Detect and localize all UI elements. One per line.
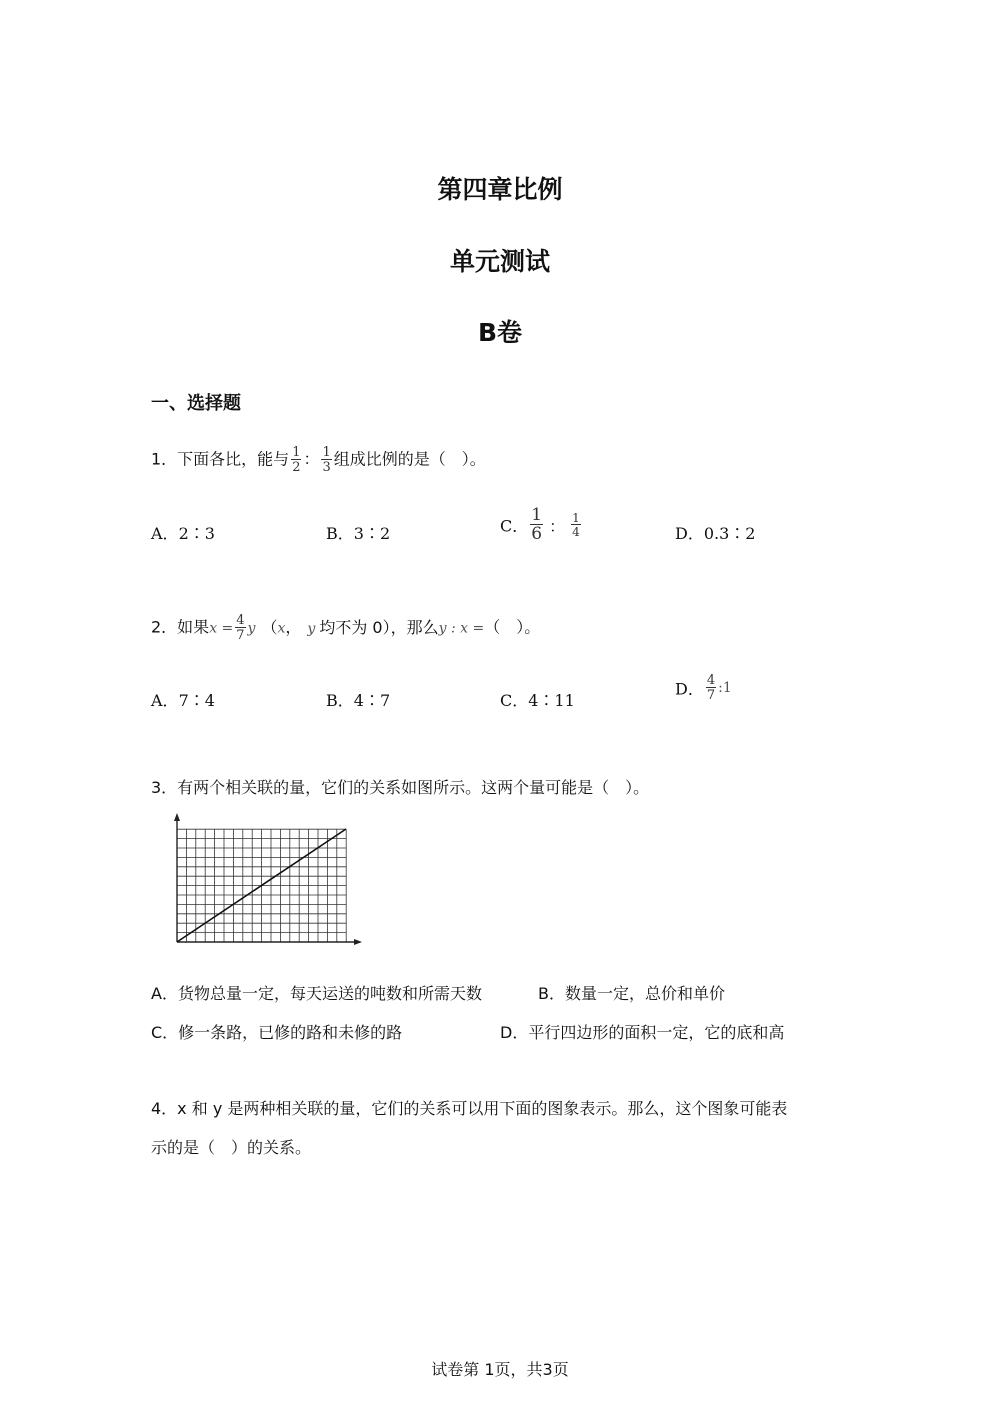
question-2-mid: 均不为 0），那么	[319, 617, 439, 637]
x-axis-arrow	[354, 939, 362, 945]
q1-option-b[interactable]: B．3∶2	[326, 524, 391, 543]
q1-option-d[interactable]: D．0.3∶2	[675, 524, 756, 543]
page-subtitle: 单元测试	[449, 247, 550, 276]
paper-version: B卷	[477, 318, 523, 347]
question-2: 2．如果x = $\frac{4}{7}$ y （x， y 均不为 0），那么y : x =（ ）。	[151, 613, 541, 643]
page-footer: 试卷第 1页，共3页	[431, 1360, 569, 1379]
section-heading: 一、选择题	[151, 393, 241, 414]
q3-option-c[interactable]: C．修一条路，已修的路和未修的路	[151, 1023, 403, 1042]
q1-option-c[interactable]: C． $\frac{1}{6}$ ： $\frac{1}{4}$	[500, 505, 580, 544]
math-var-x: x	[277, 620, 286, 637]
q3-option-a[interactable]: A．货物总量一定，每天运送的吨数和所需天数	[151, 984, 482, 1003]
question-4-line-1: 4．x 和 y 是两种相关联的量，它们的关系可以用下面的图象表示。那么，这个图象可能表	[151, 1099, 788, 1118]
ratio-colon: ：	[303, 449, 320, 469]
q3-option-b[interactable]: B．数量一定，总价和单价	[538, 984, 725, 1003]
question-3: 3．有两个相关联的量，它们的关系如图所示。这两个量可能是（ ）。	[151, 778, 650, 797]
y-axis-arrow	[174, 813, 180, 821]
math-y: y	[247, 620, 256, 637]
fraction: $\frac{4}{7}$	[236, 613, 245, 643]
q2-option-c[interactable]: C．4∶11	[500, 691, 575, 710]
fraction: $\frac{4}{7}$	[706, 673, 716, 703]
question-2-suffix: （ ）。	[484, 617, 541, 637]
q2-option-a[interactable]: A．7∶4	[151, 691, 215, 710]
fraction: $\frac{1}{4}$	[572, 511, 580, 539]
fraction: $\frac{1}{2}$	[292, 445, 301, 475]
question-1-prefix: 1．下面各比，能与	[151, 449, 290, 469]
question-1-suffix: 组成比例的是（ ）。	[333, 449, 486, 469]
q2-option-d[interactable]: D． $\frac{4}{7}$ :1	[675, 673, 732, 703]
q1-option-a[interactable]: A．2∶3	[151, 524, 215, 543]
math-x-equals: x =	[209, 620, 234, 637]
q2-option-b[interactable]: B．4∶7	[326, 691, 391, 710]
grid-line-graph	[168, 812, 368, 952]
fraction: $\frac{1}{3}$	[322, 445, 331, 475]
math-ratio: y : x =	[438, 620, 485, 637]
question-1	[151, 446, 486, 474]
question-4-line-2: 示的是（ ）的关系。	[151, 1138, 312, 1157]
page-title: 第四章比例	[437, 175, 563, 204]
q3-option-d[interactable]: D．平行四边形的面积一定，它的底和高	[500, 1023, 785, 1042]
fraction: $\frac{1}{6}$	[531, 505, 543, 544]
question-2-prefix: 2．如果	[151, 617, 210, 637]
math-var-y: y	[307, 620, 316, 637]
